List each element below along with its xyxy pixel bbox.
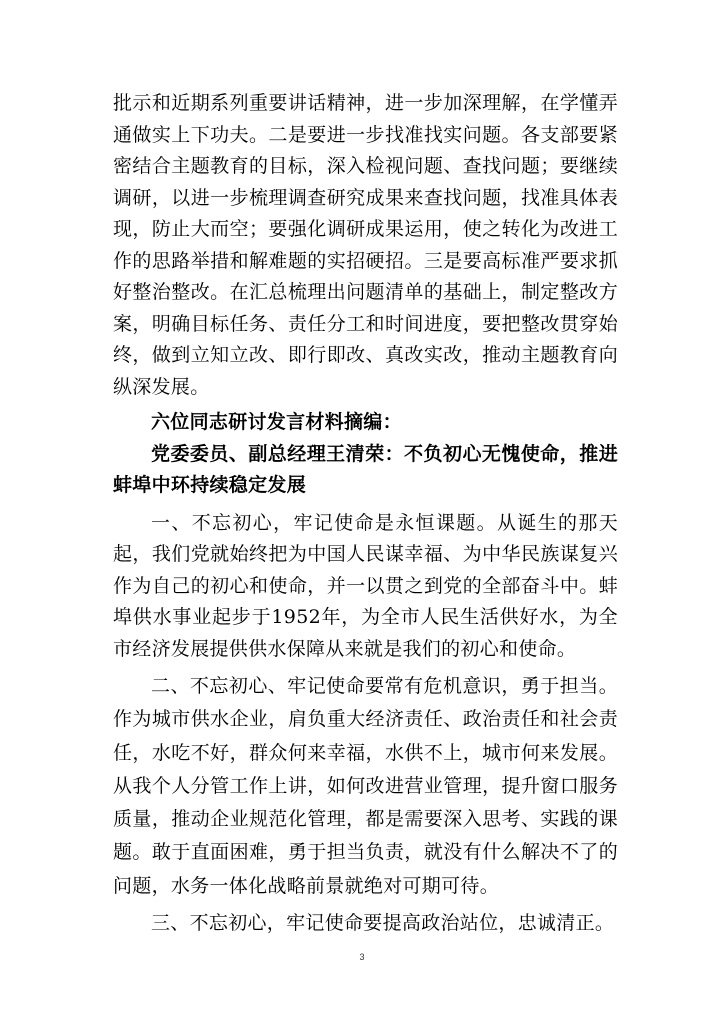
document-body [113,88,618,940]
paragraph-point-three: 三、不忘初心，牢记使命要提高政治站位，忠诚清正。 [151,912,615,935]
paragraph-point-one: 一、不忘初心，牢记使命是永恒课题。从诞生的那天起，我们党就始终把为中国人民谋幸福、为中华民族谋复兴作为自己的初心和使命，并一以贯之到党的全部奋斗中。蚌埠供水事业起步于1952年，为全市人民生活供好水，为全市经济发展提供供水保障从来就是我们的初心和使命。 [113,511,618,660]
paragraph-point-two: 二、不忘初心、牢记使命要常有危机意识，勇于担当。作为城市供水企业，肩负重大经济责任、政治责任和社会责任，水吃不好，群众何来幸福，水供不上，城市何来发展。从我个人分管工作上讲，如何改进营业管理，提升窗口服务质量，推动企业规范化管理，都是需要深入思考、实践的课题。敢于直面困难，勇于担当负责，就没有什么解决不了的问题，水务一体化战略前景就绝对可期可待。 [113,675,618,897]
speaker-heading: 党委委员、副总经理王清荣：不负初心无愧使命，推进蚌埠中环持续稳定发展 [113,442,618,496]
section-heading: 六位同志研讨发言材料摘编： [151,411,402,433]
paragraph-continuation: 批示和近期系列重要讲话精神，进一步加深理解，在学懂弄通做实上下功夫。二是要进一步找准找实问题。各支部要紧密结合主题教育的目标，深入检视问题、查找问题；要继续调研，以进一步梳理调查研究成果来查找问题，找准具体表现，防止大而空；要强化调研成果运用，使之转化为改进工作的思路举措和解难题的实招硬招。三是要高标准严要求抓好整治整改。在汇总梳理出问题清单的基础上，制定整改方案，明确目标任务、责任分工和时间进度，要把整改贯穿始终，做到立知立改、即行即改、真改实改，推动主题教育向纵深发展。 [113,92,618,398]
page-number: 3 [359,952,365,962]
